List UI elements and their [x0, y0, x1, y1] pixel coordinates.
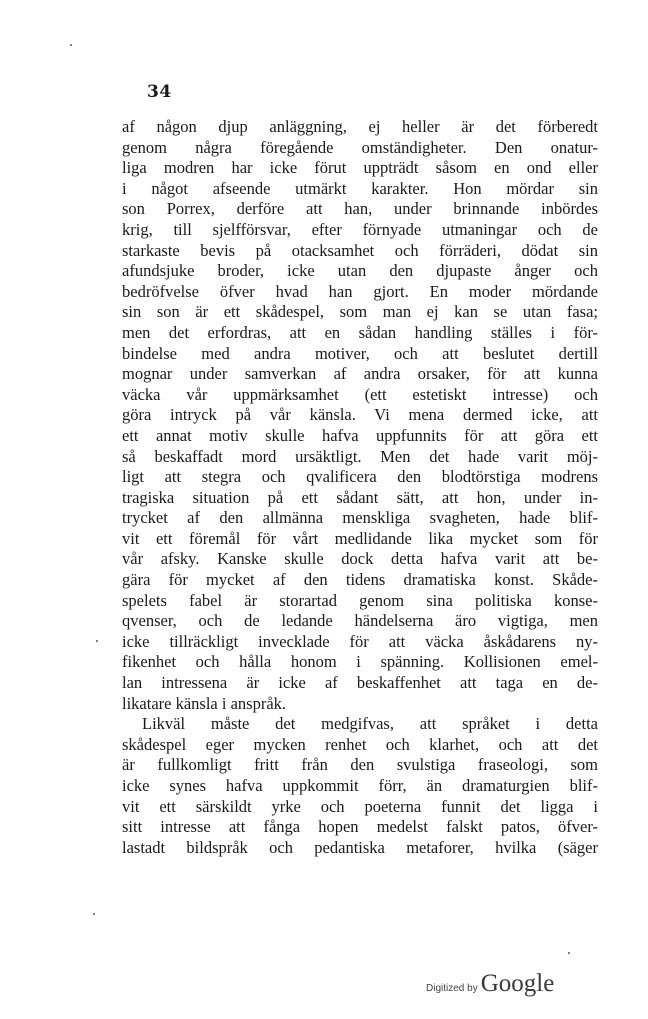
- scan-speck: [96, 640, 98, 642]
- google-logo: Google: [480, 970, 555, 997]
- text-line: sin son är ett skådespel, som man ej kan se utan fasa;: [122, 302, 598, 322]
- text-line: lan intressena är icke af beskaffenhet att taga en de-: [122, 673, 598, 693]
- text-line: i något afseende utmärkt karakter. Hon mördar sin: [122, 178, 598, 198]
- scan-speck: [568, 952, 570, 954]
- text-line: bedröfvelse öfver hvad han gjort. En moder mördande: [122, 281, 598, 301]
- text-line: son Porrex, derföre att han, under brinnande inbördes: [122, 199, 598, 219]
- text-line: likatare känsla i anspråk.: [122, 693, 287, 713]
- text-line: vit ett föremål för vårt medlidande lika mycket som för: [122, 528, 598, 548]
- text-line: qvenser, och de ledande händelserna äro vigtiga, men: [122, 611, 598, 631]
- text-line: spelets fabel är storartad genom sina politiska konse-: [122, 590, 598, 610]
- text-line: krig, till sjelfförsvar, efter förnyade utmaningar och de: [122, 219, 598, 239]
- text-line: afundsjuke broder, icke utan den djupaste ånger och: [122, 261, 598, 281]
- text-line: men det erfordras, att en sådan handling ställes i för-: [122, 322, 598, 342]
- text-line: fikenhet och hålla honom i spänning. Kollisionen emel-: [122, 652, 598, 672]
- text-line: ligt att stegra och qvalificera den blodtörstiga modrens: [122, 467, 598, 487]
- text-line: vår afsky. Kanske skulle dock detta hafva varit att be-: [122, 549, 598, 569]
- text-line: mognar under samverkan af andra orsaker, för att kunna: [122, 364, 598, 384]
- text-line: lastadt bildspråk och pedantiska metaforer, hvilka (säger: [122, 837, 598, 857]
- text-line: göra intryck på vår känsla. Vi mena dermed icke, att: [122, 405, 598, 425]
- digitized-by-google-badge: [426, 970, 554, 998]
- scan-speck: [93, 913, 95, 915]
- text-line: ett annat motiv skulle hafva uppfunnits för att göra ett: [122, 425, 598, 445]
- page-number: 34: [147, 82, 172, 102]
- text-line: bindelse med andra motiver, och att beslutet dertill: [122, 343, 598, 363]
- text-line: icke synes hafva uppkommit förr, än dramaturgien blif-: [122, 776, 598, 795]
- text-line: så beskaffadt mord ursäktligt. Men det hade varit möj-: [122, 446, 598, 466]
- text-line: skådespel eger mycken renhet och klarhet, och att det: [122, 734, 598, 754]
- text-line: liga modren har icke förut uppträdt såsom en ond eller: [122, 158, 598, 178]
- text-line: af någon djup anläggning, ej heller är det förberedt: [122, 117, 598, 136]
- text-line: icke tillräckligt invecklade för att väcka åskådarens ny-: [122, 631, 598, 651]
- text-line: genom några föregående omständigheter. Den onatur-: [122, 137, 598, 157]
- text-line: trycket af den allmänna menskliga svagheten, hade blif-: [122, 508, 598, 528]
- scan-speck: [70, 44, 72, 46]
- text-line: väcka vår uppmärksamhet (ett estetiskt intresse) och: [122, 384, 598, 404]
- text-line: tragiska situation på ett sådant sätt, att hon, under in-: [122, 487, 598, 507]
- text-line: vit ett särskildt yrke och poeterna funnit det ligga i: [122, 796, 598, 816]
- text-line: är fullkomligt fritt från den svulstiga fraseologi, som: [122, 755, 598, 775]
- digitized-label: Digitized by: [426, 983, 478, 994]
- text-line: gära för mycket af den tidens dramatiska konst. Skåde-: [122, 570, 598, 590]
- text-line: starkaste bevis på otacksamhet och förräderi, dödat sin: [122, 240, 598, 260]
- text-line: sitt intresse att fånga hopen medelst falskt patos, öfver-: [122, 817, 598, 837]
- text-line: Likväl måste det medgifvas, att språket i detta: [142, 714, 598, 734]
- body-text: [122, 117, 598, 858]
